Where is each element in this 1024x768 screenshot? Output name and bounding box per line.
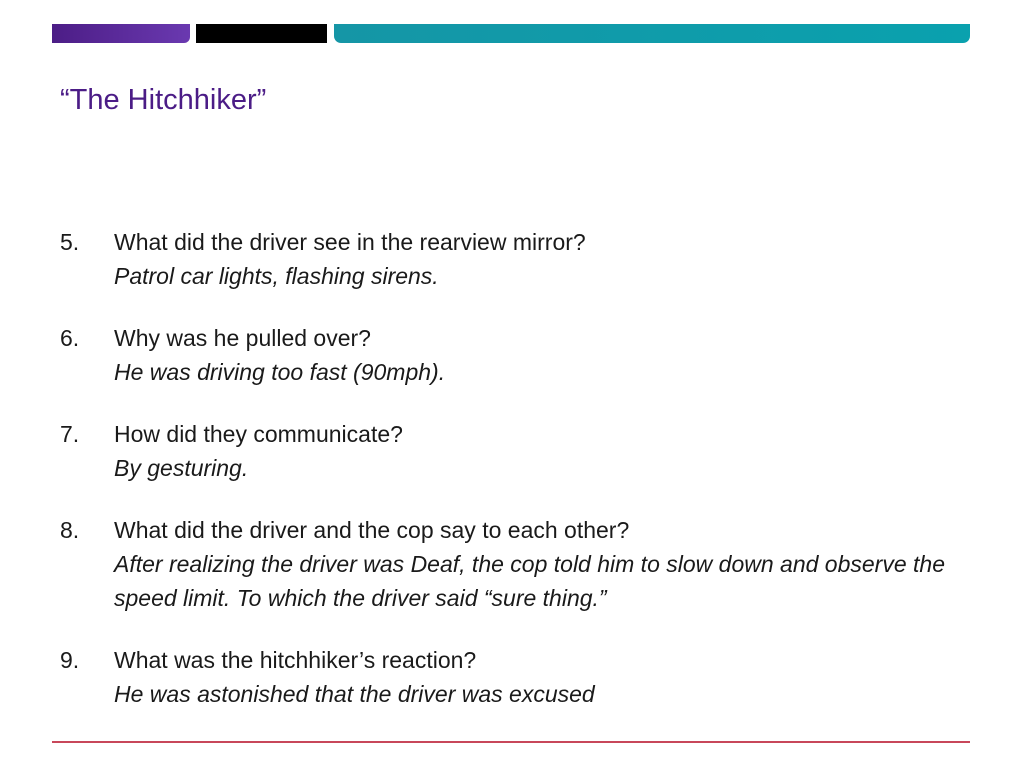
header-decoration-bars	[0, 0, 1024, 50]
answer-text: Patrol car lights, flashing sirens.	[114, 263, 439, 289]
question-text: How did they communicate?	[114, 421, 403, 447]
question-text: What did the driver and the cop say to each other?	[114, 517, 630, 543]
item-number: 5.	[60, 229, 80, 255]
answer-text: He was astonished that the driver was excused	[114, 681, 595, 707]
item-number: 8.	[60, 517, 80, 543]
list-item	[60, 225, 980, 293]
item-number: 7.	[60, 421, 80, 447]
answer-text: By gesturing.	[114, 455, 249, 481]
answer-text: He was driving too fast (90mph).	[114, 359, 446, 385]
question-text: Why was he pulled over?	[114, 325, 371, 351]
list-item	[60, 643, 980, 711]
question-answer-list	[60, 225, 980, 739]
item-number: 6.	[60, 325, 80, 351]
item-number: 9.	[60, 647, 80, 673]
answer-text: After realizing the driver was Deaf, the cop told him to slow down and observe the speed limit. To which the driver said “sure thing.”	[114, 551, 945, 611]
teal-header-bar	[334, 24, 970, 43]
question-text: What was the hitchhiker’s reaction?	[114, 647, 477, 673]
purple-header-bar	[52, 24, 190, 43]
question-text: What did the driver see in the rearview mirror?	[114, 229, 586, 255]
slide-title: “The Hitchhiker”	[60, 84, 267, 116]
list-item	[60, 321, 980, 389]
list-item	[60, 513, 980, 615]
black-header-bar	[196, 24, 327, 43]
footer-divider	[52, 741, 970, 743]
list-item	[60, 417, 980, 485]
